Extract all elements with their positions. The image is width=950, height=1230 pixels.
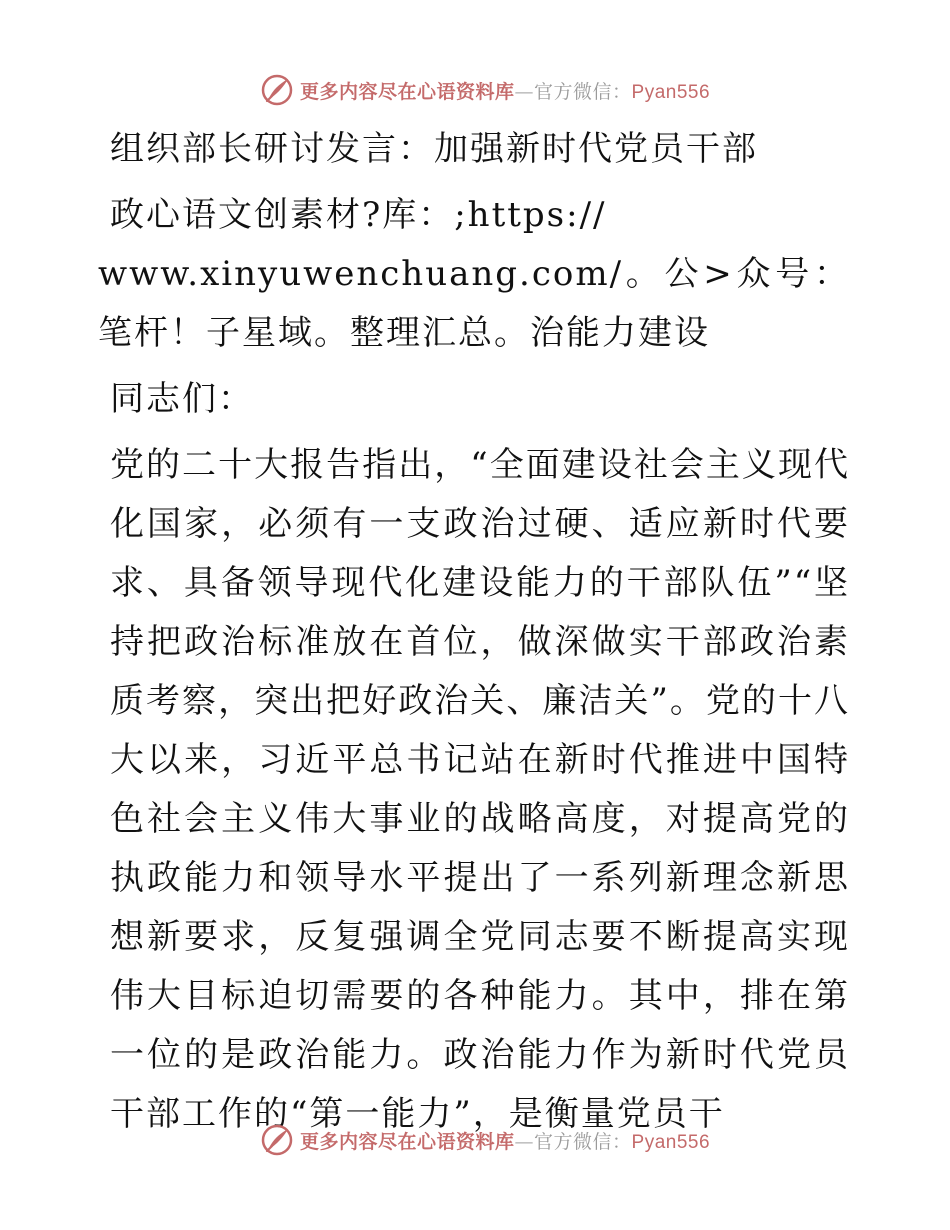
body-paragraph: 党的二十大报告指出，“全面建设社会主义现代化国家，必须有一支政治过硬、适应新时代要求、具备领导现代化建设能力的干部队伍”“坚持把政治标准放在首位，做深做实干部政治素质考察，突出把好政治关、廉洁关”。党的十八大以来，习近平总书记站在新时代推进中国特色社会主义伟大事业的战略高度，对提高党的执政能力和领导水平提出了一系列新理念新思想新要求，反复强调全党同志要不断提高实现伟大目标迫切需要的各种能力。其中，排在第一位的是政治能力。政治能力作为新时代党员干部工作的“第一能力”，是衡量党员干 bbox=[110, 445, 850, 1134]
watermark-sub: 官方微信 bbox=[533, 80, 612, 103]
source-line-2: www.xinyuwenchuang.com/。公>众号：笔杆！子星域。整理汇总。治能力建设 bbox=[98, 254, 850, 353]
watermark-colon: ： bbox=[612, 80, 632, 103]
source-line-1: 政心语文创素材?库：;https:// bbox=[110, 195, 607, 235]
watermark-dash: — bbox=[514, 80, 534, 103]
watermark-dash: — bbox=[514, 1130, 534, 1153]
document-title: 组织部长研讨发言：加强新时代党员干部 bbox=[110, 129, 758, 169]
watermark-group bbox=[260, 73, 710, 107]
watermark-text bbox=[300, 1127, 710, 1154]
watermark-wechat-id: Pyan556 bbox=[631, 1131, 711, 1153]
salutation: 同志们： bbox=[110, 379, 254, 419]
quill-logo-icon bbox=[260, 73, 294, 107]
quill-logo-icon bbox=[260, 1123, 294, 1157]
document-body bbox=[98, 120, 850, 1144]
watermark-colon: ： bbox=[612, 1130, 632, 1153]
watermark-group bbox=[260, 1123, 710, 1157]
header-watermark bbox=[0, 72, 950, 108]
watermark-sub: 官方微信 bbox=[533, 1130, 612, 1153]
watermark-text bbox=[300, 77, 710, 104]
watermark-main: 更多内容尽在心语资料库 bbox=[299, 80, 515, 103]
footer-watermark bbox=[0, 1122, 950, 1158]
watermark-wechat-id: Pyan556 bbox=[631, 81, 711, 103]
watermark-main: 更多内容尽在心语资料库 bbox=[299, 1130, 515, 1153]
